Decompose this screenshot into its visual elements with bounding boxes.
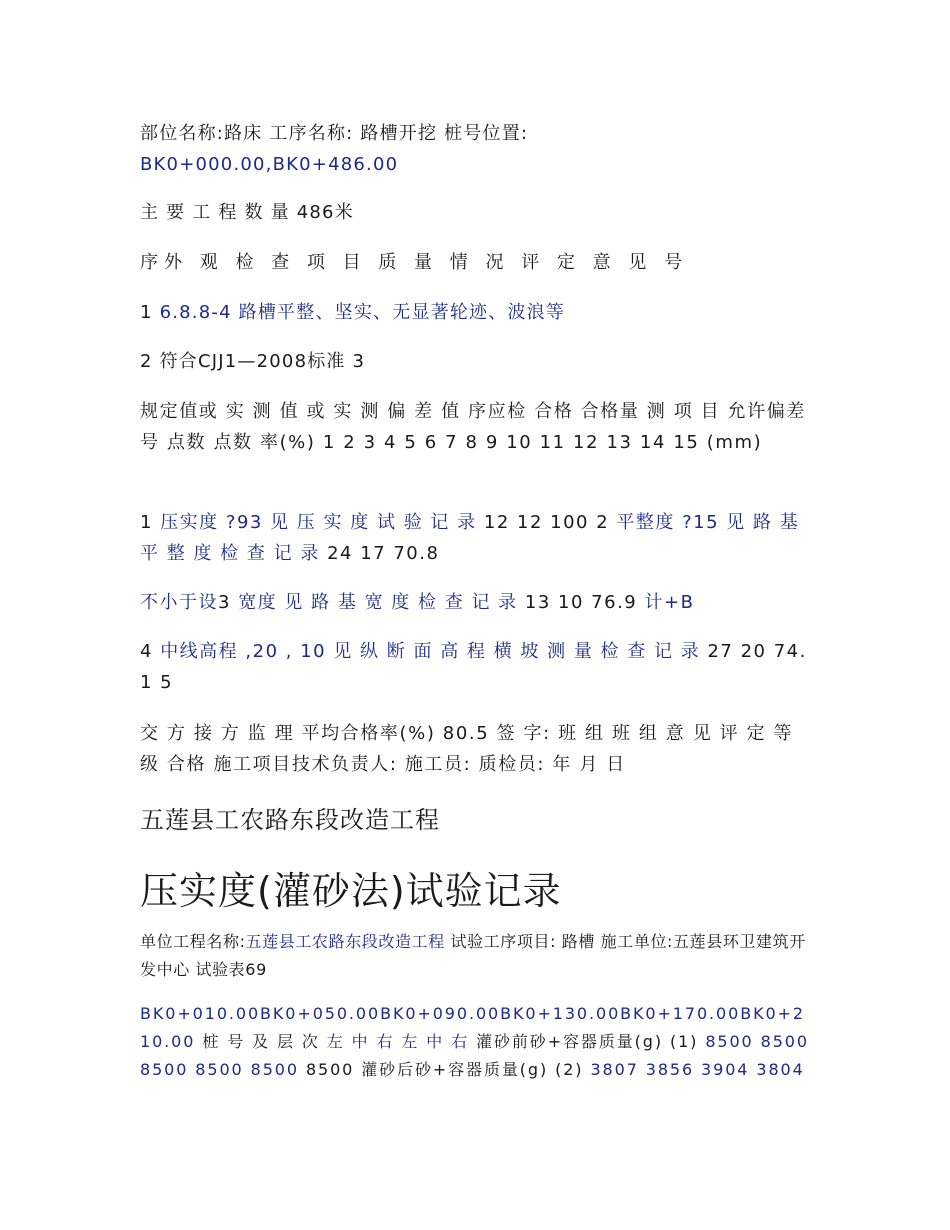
measurement-header: 规定值或 实 测 值 或 实 测 偏 差 值 序应检 合格 合格量 测 项 目 允许偏差 号 点数 点数 率(%) 1 2 3 4 5 6 7 8 9 10 11 12 13 14 15 (mm) — [140, 401, 806, 453]
signature-paragraph: 交 方 接 方 监 理 平均合格率(%) 80.5 签 字: 班 组 班 组 意 见 评 定 等 级 合格 施工项目技术负责人: 施工员: 质检员: 年 月 日 — [140, 723, 794, 775]
row-text: 计+B — [644, 592, 695, 613]
sand-before-label: 灌砂前砂+容器质量(g) (1) — [476, 1032, 699, 1051]
sand-before-values: 8500 8500 8500 8500 8500 — [140, 1032, 809, 1079]
station-label: 桩 号 及 层 次 — [202, 1032, 320, 1051]
quantity-value: 486米 — [296, 202, 354, 223]
quantity-label: 主 要 工 程 数 量 — [140, 202, 290, 223]
row-text: 中线高程 ,20 , 10 见 纵 断 面 高 程 横 坡 测 量 检 查 记 录 — [160, 641, 701, 662]
quantity-paragraph — [140, 197, 812, 228]
project-subtitle: 五莲县工农路东段改造工程 — [140, 806, 440, 834]
sand-after-label: 8500 灌砂后砂+容器质量(g) (2) — [305, 1060, 584, 1079]
side-labels: 左 中 右 左 中 右 — [326, 1032, 470, 1051]
measurement-row-4 — [140, 636, 812, 698]
row-text: 压实度 ?93 见 压 实 度 试 验 记 录 — [160, 512, 477, 533]
inspection-header: 序外 观 检 查 项 目 质 量 情 况 评 定 意 见 号 — [140, 252, 689, 273]
unit-details: 试验工序项目: 路槽 施工单位:五莲县环卫建筑开发中心 试验表69 — [140, 932, 806, 979]
unit-label: 单位工程名称: — [140, 932, 246, 951]
measurement-rows-1-2 — [140, 507, 812, 569]
item-number: 1 — [140, 302, 153, 323]
location-paragraph — [140, 118, 812, 180]
item-2: 2 符合CJJ1—2008标准 3 — [140, 351, 366, 372]
unit-name: 五莲县工农路东段改造工程 — [245, 932, 445, 951]
row-values: 13 10 76.9 — [524, 592, 638, 613]
station-list: BK0+010.00BK0+050.00BK0+090.00BK0+130.00BK0+170.00BK0+210.00 — [140, 1004, 805, 1051]
page-title: 压实度(灌砂法)试验记录 — [140, 869, 562, 913]
measurement-row-3 — [140, 587, 812, 618]
item-1 — [140, 297, 812, 328]
row-values: 12 12 100 2 — [483, 512, 610, 533]
sand-after-values: 3807 3856 3904 3804 — [590, 1060, 805, 1079]
location-label: 部位名称:路床 工序名称: 路槽开挖 桩号位置: — [140, 123, 529, 144]
row-text: 平整度 ?15 见 路 基 平 整 度 检 查 记 录 — [140, 512, 800, 564]
row-number: 3 — [218, 592, 231, 613]
unit-info-paragraph — [140, 928, 812, 984]
station-range: BK0+000.00,BK0+486.00 — [140, 154, 399, 175]
row-number: 4 — [140, 641, 153, 662]
row-values: 24 17 70.8 — [327, 543, 440, 564]
row-text: 不小于设 — [140, 592, 218, 613]
row-text: 宽度 见 路 基 宽 度 检 查 记 录 — [238, 592, 518, 613]
row-number: 1 — [140, 512, 153, 533]
row-values: 27 20 74.1 5 — [140, 641, 807, 693]
item-text: 6.8.8-4 路槽平整、坚实、无显著轮迹、波浪等 — [159, 302, 566, 323]
test-data-paragraph — [140, 1000, 812, 1084]
